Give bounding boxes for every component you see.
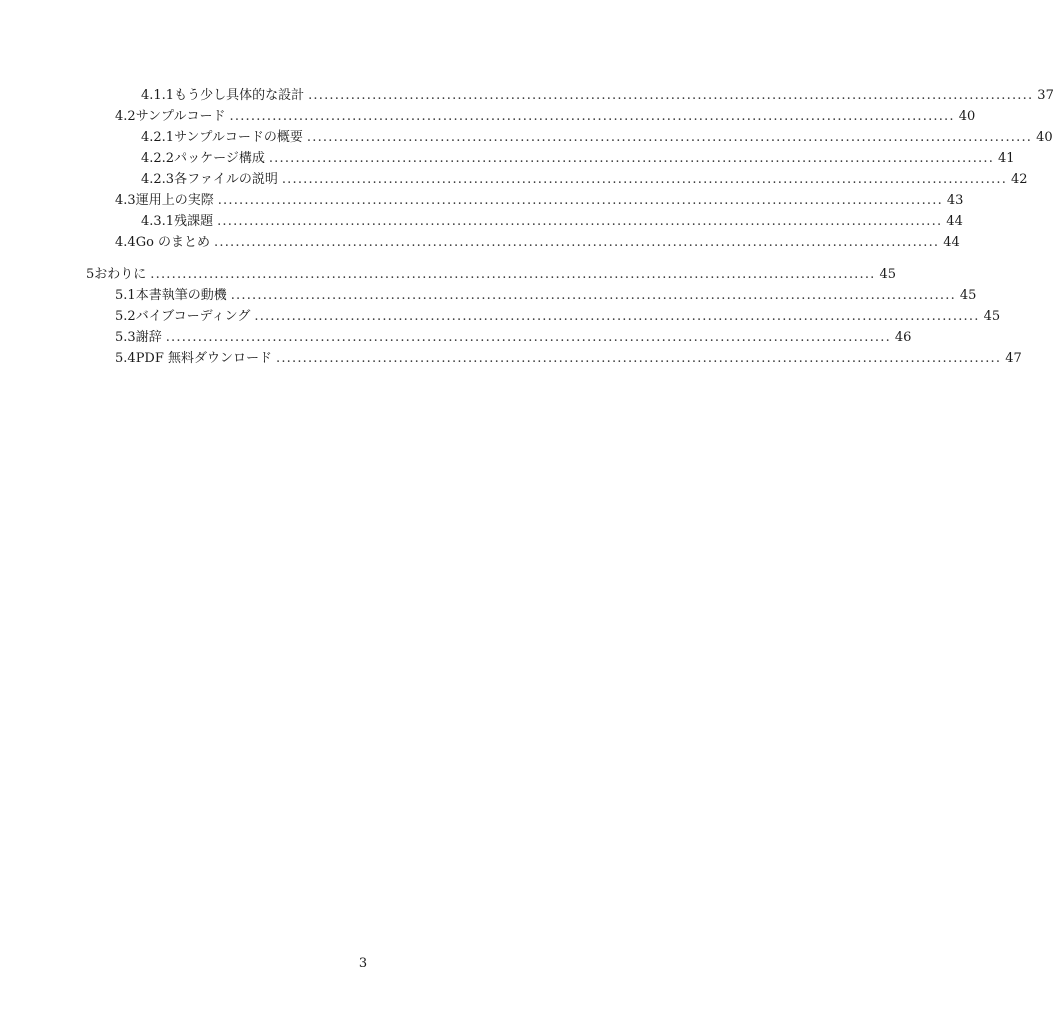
toc-entry-number: 4.4 <box>115 235 136 250</box>
toc-chapter[interactable] <box>86 265 897 285</box>
toc-entry[interactable] <box>141 86 1054 106</box>
toc-entry-page: 43 <box>946 193 964 208</box>
toc-entry-page: 41 <box>998 151 1015 166</box>
toc-entry-title: Go のまとめ <box>135 235 211 250</box>
toc-entry-number: 4.2 <box>115 109 136 124</box>
toc-entry-title: おわりに <box>94 267 147 282</box>
toc-entry-title: 各ファイルの説明 <box>174 172 278 187</box>
toc-entry[interactable] <box>141 212 963 232</box>
toc-entry-title: バイブコーディング <box>135 309 251 324</box>
dot-leader: ........................................................................................................................................ <box>308 88 1034 103</box>
toc-entry-page: 44 <box>943 235 960 250</box>
dot-leader: ........................................................................................................................................ <box>254 309 980 324</box>
toc-entry[interactable] <box>115 328 912 348</box>
toc-entry-title: サンプルコード <box>135 109 226 124</box>
toc-entry-page: 40 <box>1036 130 1053 145</box>
toc-entry-number: 4.2.3 <box>141 172 175 187</box>
toc-entry[interactable] <box>115 191 964 211</box>
toc-entry-page: 44 <box>946 214 963 229</box>
toc-entry-number: 4.3 <box>115 193 136 208</box>
dot-leader: ........................................................................................................................................ <box>306 130 1033 145</box>
toc-entry[interactable] <box>115 233 960 253</box>
dot-leader: ........................................................................................................................................ <box>217 214 943 229</box>
dot-leader: ........................................................................................................................................ <box>150 267 876 282</box>
toc-entry-page: 40 <box>958 109 976 124</box>
dot-leader: ........................................................................................................................................ <box>217 193 943 208</box>
toc-entry-number: 4.3.1 <box>141 214 175 229</box>
toc-entry-title: 本書執筆の動機 <box>135 288 227 303</box>
toc-entry[interactable] <box>141 170 1028 190</box>
toc-entry[interactable] <box>141 128 1053 148</box>
toc-entry-number: 5.3 <box>115 330 136 345</box>
toc-entry-page: 45 <box>983 309 1001 324</box>
toc-entry-title: サンプルコードの概要 <box>174 130 303 145</box>
toc-entry-page: 47 <box>1005 351 1022 366</box>
dot-leader: ........................................................................................................................................ <box>276 351 1002 366</box>
toc-entry-page: 45 <box>959 288 977 303</box>
toc-entry-title: 残課題 <box>174 214 214 229</box>
toc-entry-number: 5 <box>86 267 95 282</box>
page-number: 3 <box>358 956 368 971</box>
toc-entry-number: 4.2.1 <box>141 130 175 145</box>
toc-entry-page: 42 <box>1011 172 1028 187</box>
toc-entry-page: 45 <box>879 267 897 282</box>
dot-leader: ........................................................................................................................................ <box>281 172 1008 187</box>
toc-entry[interactable] <box>115 349 1022 369</box>
dot-leader: ........................................................................................................................................ <box>165 330 891 345</box>
toc-entry-number: 4.2.2 <box>141 151 175 166</box>
toc-entry[interactable] <box>141 149 1015 169</box>
dot-leader: ........................................................................................................................................ <box>214 235 940 250</box>
toc-entry-title: もう少し具体的な設計 <box>174 88 305 103</box>
toc-entry-number: 5.1 <box>115 288 136 303</box>
toc-entry[interactable] <box>115 307 1001 327</box>
toc-entry-title: 運用上の実際 <box>135 193 214 208</box>
toc-entry-number: 4.1.1 <box>141 88 175 103</box>
toc-entry-page: 46 <box>894 330 912 345</box>
toc-entry-number: 5.4 <box>115 351 136 366</box>
toc-entry-page: 37 <box>1037 88 1054 103</box>
toc-entry[interactable] <box>115 286 977 306</box>
toc-entry-title: 謝辞 <box>135 330 162 345</box>
dot-leader: ........................................................................................................................................ <box>229 109 955 124</box>
toc-entry[interactable] <box>115 107 976 127</box>
toc-entry-title: PDF 無料ダウンロード <box>135 351 273 366</box>
toc-entry-title: パッケージ構成 <box>174 151 265 166</box>
toc-entry-number: 5.2 <box>115 309 136 324</box>
dot-leader: ........................................................................................................................................ <box>268 151 995 166</box>
dot-leader: ........................................................................................................................................ <box>230 288 956 303</box>
